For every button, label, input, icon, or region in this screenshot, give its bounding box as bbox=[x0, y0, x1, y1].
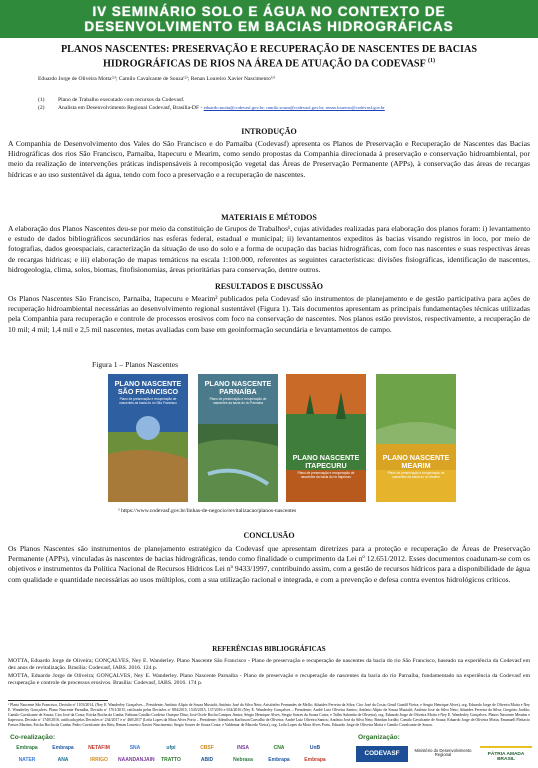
partner-logo-cbsf: CBSF bbox=[200, 745, 214, 751]
cover-parnaiba bbox=[198, 374, 278, 502]
title-line-1: PLANOS NASCENTES: PRESERVAÇÃO E RECUPERAÇÃO DE NASCENTES DE BACIAS bbox=[60, 44, 478, 55]
partner-logo-ana: ANA bbox=[57, 757, 69, 763]
title-line-2-text: HIDROGRÁFICAS DE RIOS NA ÁREA DE ATUAÇÃO DA CODEVASF bbox=[102, 57, 426, 69]
partner-logo-embrapa: Embrapa bbox=[52, 745, 74, 751]
authors: Eduardo Jorge de Oliveira Motta⁽²⁾; Camilo Cavalcante de Souza⁽²⁾; Renan Loureiro Xavier Nascimento⁽²⁾ bbox=[38, 76, 276, 82]
figure-caption: Figura 1 – Planos Nascentes bbox=[92, 360, 179, 369]
note-2 bbox=[38, 104, 385, 112]
note-2-number: (2) bbox=[38, 105, 45, 111]
footnote-separator bbox=[8, 700, 108, 701]
references-heading: REFERÊNCIAS BIBLIOGRÁFICAS bbox=[212, 645, 326, 653]
methods-heading: MATERIAIS E MÉTODOS bbox=[221, 213, 317, 222]
author-emails-link[interactable]: eduardo.motta@codevasf.gov.br; camilo.souza@codevasf.gov.br; renan.loureiro@codevasf.gov.br bbox=[203, 105, 385, 110]
cover-subtitle: Plano de preservação e recuperação de nascentes da bacia do rio Parnaíba bbox=[209, 397, 267, 405]
organizacao-label: Organização: bbox=[358, 734, 400, 741]
paper-title bbox=[10, 44, 528, 69]
results-text: Os Planos Nascentes São Francisco, Parnaíba, Itapecuru e Mearim² publicados pela Codevasf são instrumentos de planejamento e de gestão participativa para ações de recuperação hidroambiental necessárias ao desenvolvimento regional sustentável (Figura 1). Tais documentos apresentam as principais fundamentações técnicas utilizadas pela Companhia para recuperação e controle de processos erosivos com foco na conservação de nascentes. Nos planos estão previstos, respectivamente, a recuperação de 10 mil; 4 mil; 1,4 mil e 2,5 mil nascentes, metas avaliadas com base em geoinformação secundária e levantamentos de campo. bbox=[8, 294, 530, 334]
references-list bbox=[8, 658, 530, 687]
intro-text: A Companhia de Desenvolvimento dos Vales do São Francisco e do Parnaíba (Codevasf) apresenta os Planos de Preservação e Recuperação de Nascentes das Bacias Hidrográficas dos rios São Francisco, Parnaíba, Itapecuru e Mearim, como sendo propostas da Companhia direcionada à preservação e conservação hidroambiental, por meio da realização de intervenções práticas indispensáveis à recomposição vegetal das Áreas de Preservação Permanente (APPs), à conservação das áreas de recargas hídricas e ao uso sustentável da água, tendo com foco a preservação e a recuperação de nascentes. bbox=[8, 139, 530, 179]
seminar-banner bbox=[0, 0, 538, 38]
conclusion-heading: CONCLUSÃO bbox=[243, 531, 295, 540]
partner-logo-embrapa: Embrapa bbox=[16, 745, 38, 751]
conclusion-text: Os Planos Nascentes são instrumentos de planejamento estratégico da Codevasf que apresentam diretrizes para a proteção e recuperação de Áreas de Preservação Permanente (APPs), vinculadas às nascentes de bacias hidrográficas, tendo como finalidade o cumprimento da Lei nº 12.651/2012. Esses documentos coadunam-se com os objetivos e instrumentos da Política Nacional de Recursos Hídricos Lei nº 9433/1997, contribuindo assim, com a gestão de recursos hídricos para a disponibilidade de água com qualidade e quantidade necessárias ao usos múltiplos, com a sua utilização racional e integrada, e com a prevenção e defesa contra eventos hidrológicos críticos. bbox=[8, 544, 530, 584]
affiliation-notes bbox=[38, 96, 385, 112]
cover-sao-francisco bbox=[108, 374, 188, 502]
partner-logo-nater: NATER bbox=[18, 757, 36, 763]
figure-source: ² https://www.codevasf.gov.br/linhas-de-negocio/revitalizacao/planos-nascentes bbox=[118, 508, 297, 514]
partner-logo-cna: CNA bbox=[273, 745, 285, 751]
cover-subtitle: Plano de preservação e recuperação de nascentes da bacia do rio São Francisco bbox=[119, 397, 177, 405]
cover-subtitle: Plano de preservação e recuperação de nascentes da bacia do rio Itapecuru bbox=[297, 471, 355, 479]
reference-1: MOTTA, Eduardo Jorge de Oliveira; GONÇALVES, Ney E. Wanderley. Plano Nascente São Francisco - Plano de preservação e recuperação de nascentes da bacia do rio São Francisco, baseado na experiência da Codevasf em dez anos de revitalização. Brasília: Codevasf, IABS. 2016. 124 p. bbox=[8, 658, 530, 672]
banner-line-1: IV SEMINÁRIO SOLO E ÁGUA NO CONTEXTO DE bbox=[92, 4, 446, 19]
codevasf-logo: CODEVASF bbox=[356, 746, 408, 762]
partner-logo-embrapa: Embrapa bbox=[268, 757, 290, 763]
cover-title: PLANO NASCENTE ITAPECURU bbox=[292, 453, 360, 470]
results-heading: RESULTADOS E DISCUSSÃO bbox=[214, 282, 324, 291]
partner-logo-nebrasa: Nebrasa bbox=[233, 757, 253, 763]
note-2-text: Analista em Desenvolvimento Regional Codevasf, Brasília-DF - bbox=[58, 105, 203, 111]
partner-logo-abid: ABID bbox=[200, 757, 214, 763]
partner-logo-sna: SNA bbox=[129, 745, 141, 751]
partner-logo-embrapa: Embrapa bbox=[304, 757, 326, 763]
methods-text: A elaboração dos Planos Nascentes deu-se por meio da constituição de Grupos de Trabalhos¹, cujas atividades realizadas para elaboração dos planos foram: i) levantamento e estudo de dados bibliográficos secundários nas esferas federal, estadual e municipal; ii) levantamentos expeditos às bacias visando registros in loco, por meio de fotografias, dados geoespaciais, caracterização da situação de uso do solo e a forma de ocupação das bacias hidrográficas, com foco nas nascentes e suas respectivas áreas de recargas hídricas; e iii) elaboração de mapas temáticos na escala 1:100.000, referentes as seguintes características: divisões fisiográficas, identificação de nascentes, hidrogeologia, clima, solos, biomas, fitofisionomias, áreas prioritárias para conservação, dentre outros. bbox=[8, 224, 530, 274]
cover-title: PLANO NASCENTE SÃO FRANCISCO bbox=[114, 379, 182, 396]
partner-logo-netafim: NETAFIM bbox=[88, 745, 110, 751]
brazil-government-logo: PÁTRIA AMADA BRASIL bbox=[480, 746, 532, 762]
partner-logo-insa: INSA bbox=[237, 745, 249, 751]
corealizacao-label: Co-realização: bbox=[10, 734, 56, 741]
cover-title: PLANO NASCENTE PARNAÍBA bbox=[204, 379, 272, 396]
partner-logo-naandanjain: NAANDANJAIN bbox=[118, 757, 155, 763]
reference-2: MOTTA, Eduardo Jorge de Oliveira; GONÇALVES, Ney E. Wanderley. Plano Nascente Parnaíba - Plano de preservação e recuperação de nascentes da bacia do rio Parnaíba, fundamentado na experiência da Codevasf em recuperação e controle de processos erosivos. Brasília: Codevasf, IABS. 2016. 174 p. bbox=[8, 672, 530, 686]
cover-title: PLANO NASCENTE MEARIM bbox=[382, 453, 450, 470]
cover-itapecuru bbox=[286, 374, 366, 502]
note-1-text: Plano de Trabalho executado com recursos da Codevasf. bbox=[58, 97, 185, 103]
cover-itapecuru-art bbox=[286, 374, 366, 502]
partner-logo-tratto: TRATTO bbox=[161, 757, 181, 763]
intro-heading: INTRODUÇÃO bbox=[241, 127, 297, 136]
banner-line-2: DESENVOLVIMENTO EM BACIAS HIDROGRÁFICAS bbox=[84, 19, 454, 34]
cover-mearim bbox=[376, 374, 456, 502]
title-footnote-mark: (1) bbox=[428, 57, 435, 64]
note-1 bbox=[38, 96, 385, 104]
partner-logo-ufpi: ufpi bbox=[166, 745, 176, 751]
cover-subtitle: Plano de preservação e recuperação de nascentes da bacia do rio Mearim bbox=[387, 471, 445, 479]
ministry-logo: Ministério do Desenvolvimento Regional bbox=[414, 748, 472, 758]
footer-logos bbox=[0, 734, 538, 768]
title-line-2 bbox=[10, 56, 528, 70]
partner-logo-unb: UnB bbox=[309, 745, 321, 751]
cover-mearim-art bbox=[376, 374, 456, 502]
note-1-number: (1) bbox=[38, 97, 45, 103]
partner-logo-irrigo: IRRIGO bbox=[90, 757, 108, 763]
footnote-text: ¹ Plano Nascente São Francisco, Decisão nº 1103/2014, (Ney E. Wanderley Gonçalves – Presidente; Antônio Alípio de Souza Mustafá; Antônio José da Silva Neto; Aristóteles Fernandes de Mello; Athaides Ferreira da Silva; Ciro José da Costa; Genil Gandil Vieira; e Sergio Henrique Alves), org. Eduardo Jorge de Oliveira Motta e Ney E. Wanderley Gonçalves. Plano Nascente Parnaíba, Decisão nº 1761/2015, ratificada pelas Decisões nº 884/2015, 1545/2015, 137/2016 e 634/2016 (Ney E. Wanderley Gonçalves – Presidente; André Luiz Oliveira Santos; Antônio Alípio de Souza Mustafá; Antônio José da Silva Neto; Athaides Ferreira da Silva; Gregório Jordão; Camilo Cavalcante de Souza; Ciro José da Costa; Ericka Rocha da Cunha; Fabiana Catalão Cordeiro Ourique Dino; José Ocele Rocha Campos Júnior; Sérgio Henrique Alves; Sergio Soares da Souza Costa; e Talles Salomão de Oliveira), org. Eduardo Jorge de Oliveira Motta e Ney E. Wanderley Gonçalves. Planos Nascente Mearim e Itapecuru, Decisão nº 1740/2016, ratificada pelas Decisões nº 234/2017 e nº 460/2017 (Leila Lopes da Mota Alves Porto – Presidente; Adenilson Karlisson Carvalho de Oliveira; André Luiz Oliveira Santos; Antônio José da Silva Neto; Brindan Jordão; Camilo Cavalcante de Souza; Eduardo Jorge de Oliveira Motta; Emanuell Fleitacio Passos Martins; Ericka Rocha da Cunha; Pedro Cavalcante dos Reis; Renan Loureiro Xavier Nascimento; Sergio Soares de Souza Costa; e Valdemar de Macedo Vieira), org. Leila Lopes da Mota Alves Porto, Eduardo Jorge de Oliveira Motta e Camilo Cavalcante de Souza. bbox=[8, 703, 530, 728]
